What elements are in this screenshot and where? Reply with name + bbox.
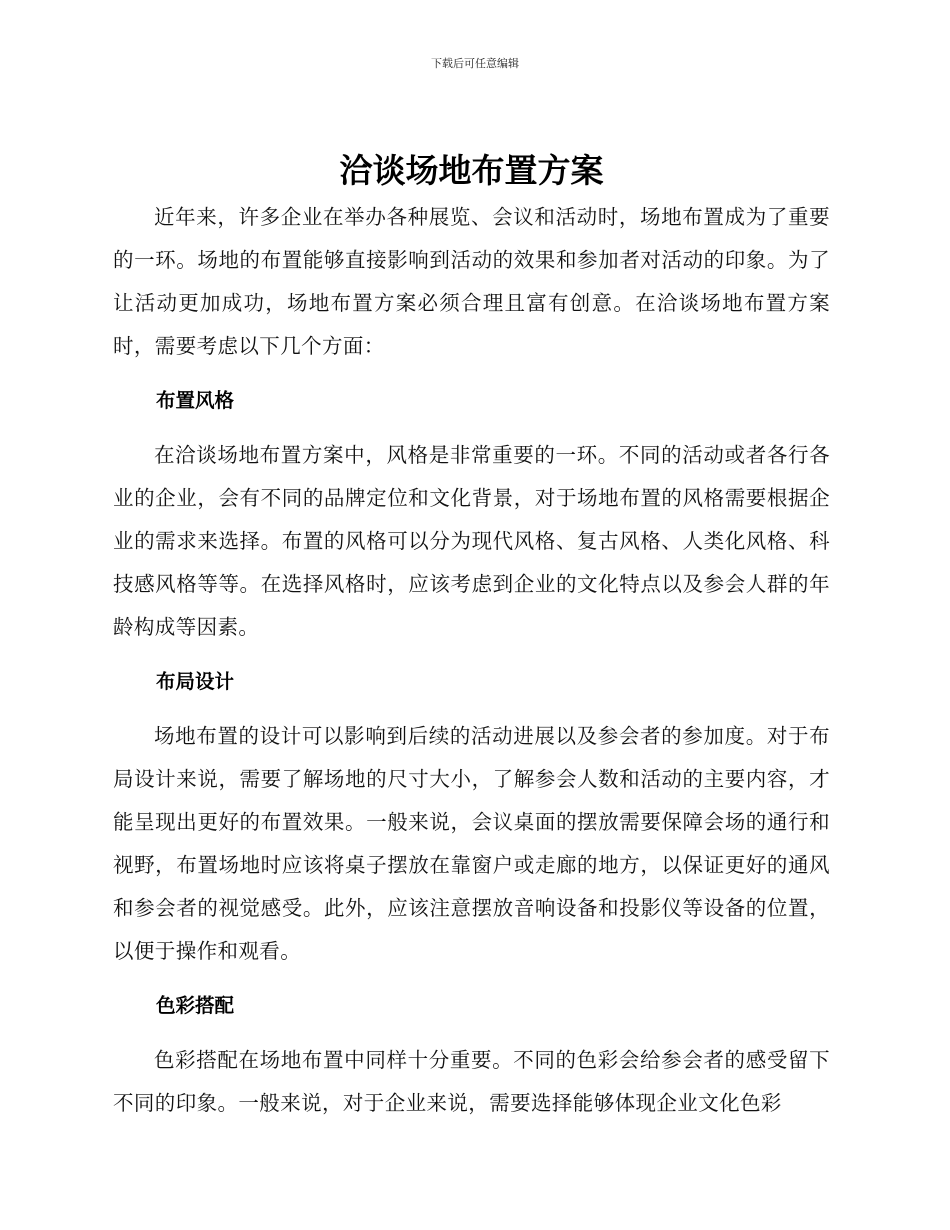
section-heading-layout: 布局设计 (156, 670, 235, 693)
page-header-note: 下载后可任意编辑 (431, 57, 519, 70)
intro-paragraph: 近年来，许多企业在举办各种展览、会议和活动时，场地布置成为了重要的一环。场地的布置能够直接影响到活动的效果和参加者对活动的印象。为了让活动更加成功，场地布置方案必须合理且富有创意。在洽谈场地布置方案时，需要考虑以下几个方面： (113, 205, 830, 358)
section-heading-style: 布置风格 (156, 389, 235, 412)
section-heading-color: 色彩搭配 (156, 994, 235, 1017)
section-paragraph-color: 色彩搭配在场地布置中同样十分重要。不同的色彩会给参会者的感受留下不同的印象。一般来说，对于企业来说，需要选择能够体现企业文化色彩 (113, 1048, 830, 1115)
document-title: 洽谈场地布置方案 (339, 151, 604, 190)
document-body (113, 148, 830, 1125)
section-paragraph-layout: 场地布置的设计可以影响到后续的活动进展以及参会者的参加度。对于布局设计来说，需要了解场地的尺寸大小，了解参会人数和活动的主要内容，才能呈现出更好的布置效果。一般来说，会议桌面的摆放需要保障会场的通行和视野，布置场地时应该将桌子摆放在靠窗户或走廊的地方，以保证更好的通风和参会者的视觉感受。此外，应该注意摆放音响设备和投影仪等设备的位置，以便于操作和观看。 (113, 724, 830, 963)
section-paragraph-style: 在洽谈场地布置方案中，风格是非常重要的一环。不同的活动或者各行各业的企业，会有不同的品牌定位和文化背景，对于场地布置的风格需要根据企业的需求来选择。布置的风格可以分为现代风格、复古风格、人类化风格、科技感风格等等。在选择风格时，应该考虑到企业的文化特点以及参会人群的年龄构成等因素。 (113, 443, 830, 639)
